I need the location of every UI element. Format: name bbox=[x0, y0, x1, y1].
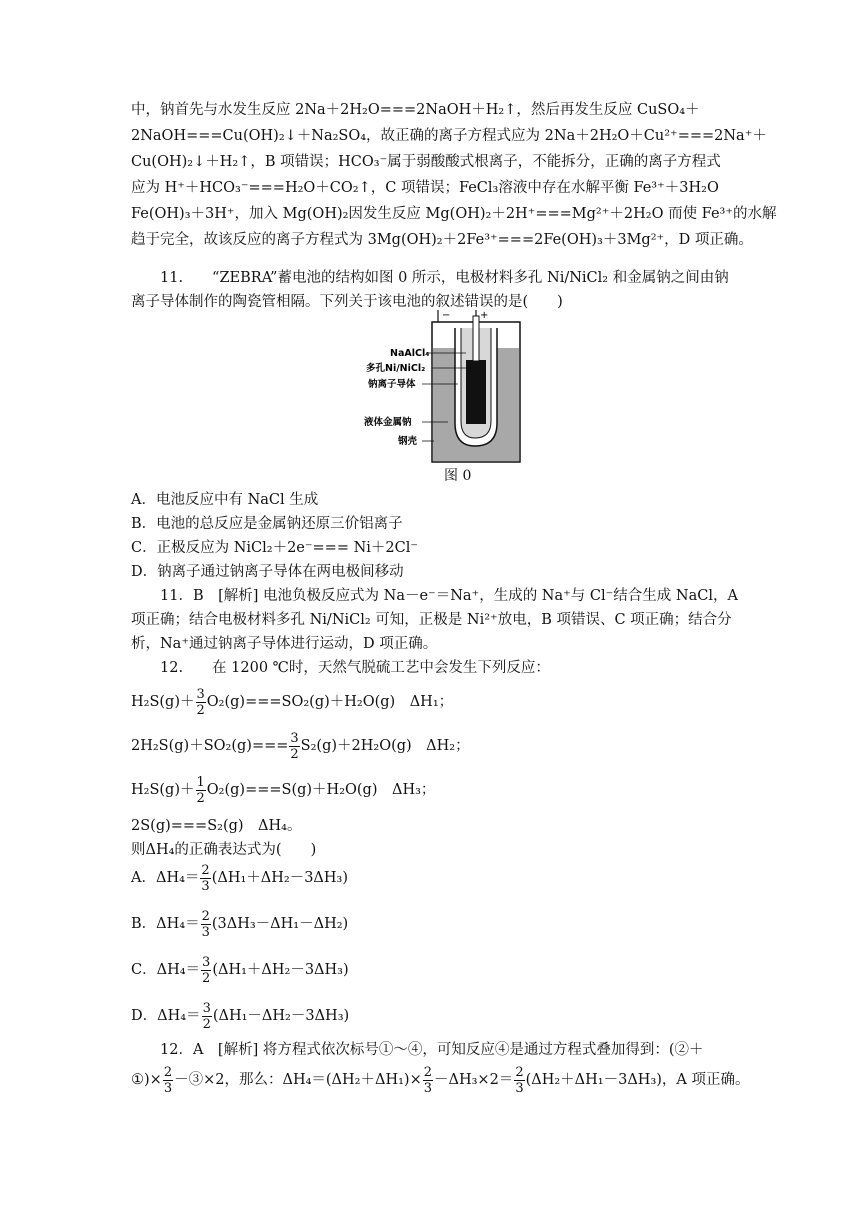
q11-option-d: D．钠离子通过钠离子导体在两电极间移动 bbox=[131, 564, 404, 580]
q12-option-c: C．ΔH₄＝ $\frac{3}{2}$ (ΔH₁＋ΔH₂－3ΔH₃) bbox=[131, 954, 349, 986]
text-line: 应为 H⁺＋HCO₃⁻===H₂O＋CO₂↑，C 项错误；FeCl₃溶液中存在水解平衡 Fe³⁺＋3H₂O bbox=[131, 180, 719, 196]
q12-equation-2: 2H₂S(g)＋SO₂(g)=== $\frac{3}{2}$ S₂(g)＋2H₂O(g) ΔH₂； bbox=[131, 730, 470, 762]
battery-diagram bbox=[362, 308, 532, 467]
minus-sign: − bbox=[442, 310, 451, 321]
q12-option-b: B．ΔH₄＝ $\frac{2}{3}$ (3ΔH₃－ΔH₁－ΔH₂) bbox=[131, 908, 349, 940]
q11-answer: 项正确；结合电极材料多孔 Ni/NiCl₂ 可知，正极是 Ni²⁺放电，B 项错误、C 项正确；结合分 bbox=[131, 612, 732, 628]
q12-option-d: D．ΔH₄＝ $\frac{3}{2}$ (ΔH₁－ΔH₂－3ΔH₃) bbox=[131, 1000, 350, 1032]
q11-stem: 离子导体制作的陶瓷管相隔。下列关于该电池的叙述错误的是( ) bbox=[131, 294, 563, 310]
q11-option-b: B．电池的总反应是金属钠还原三价铝离子 bbox=[131, 516, 403, 532]
q12-equation-3: H₂S(g)＋ $\frac{1}{2}$ O₂(g)===S(g)＋H₂O(g) ΔH₃； bbox=[131, 774, 436, 806]
text-line: 2NaOH===Cu(OH)₂↓＋Na₂SO₄，故正确的离子方程式应为 2Na＋2H₂O＋Cu²⁺===2Na⁺＋ bbox=[131, 128, 767, 144]
q12-equation-4: 2S(g)===S₂(g) ΔH₄。 bbox=[131, 818, 302, 834]
positive-collector bbox=[473, 316, 479, 361]
label-porous-ni: 多孔Ni/NiCl₂ bbox=[366, 363, 426, 374]
q12-stem: 12. 在 1200 ℃时，天然气脱硫工艺中会发生下列反应： bbox=[160, 660, 550, 676]
q11-answer: 11．B [解析] 电池负极反应式为 Na－e⁻＝Na⁺，生成的 Na⁺与 Cl⁻结合生成 NaCl，A bbox=[160, 588, 738, 604]
zebra-battery-figure bbox=[362, 308, 532, 463]
label-naalcl4: NaAlCl₄ bbox=[390, 348, 430, 359]
q11-stem: 11. “ZEBRA”蓄电池的结构如图 0 所示，电极材料多孔 Ni/NiCl₂ 和金属钠之间由钠 bbox=[160, 270, 729, 286]
q12-option-a: A．ΔH₄＝ $\frac{2}{3}$ (ΔH₁＋ΔH₂－3ΔH₃) bbox=[131, 862, 349, 894]
q12-answer: ①)× $\frac{2}{3}$ －③×2，那么：ΔH₄＝(ΔH₂＋ΔH₁)× $\frac{2}{3}$ －ΔH₃×2＝ $\frac{2}{3}$ (ΔH₂＋ΔH₁－3ΔH₃)，A 项正确。 bbox=[131, 1064, 750, 1096]
q11-option-a: A．电池反应中有 NaCl 生成 bbox=[131, 492, 319, 508]
q11-answer: 析，Na⁺通过钠离子导体进行运动，D 项正确。 bbox=[131, 636, 438, 652]
text-line: 中，钠首先与水发生反应 2Na＋2H₂O===2NaOH＋H₂↑，然后再发生反应 CuSO₄＋ bbox=[131, 102, 700, 118]
q12-answer: 12．A [解析] 将方程式依次标号①～④，可知反应④是通过方程式叠加得到：(②＋ bbox=[160, 1042, 704, 1058]
figure-caption: 图 0 bbox=[444, 468, 472, 484]
q12-question: 则ΔH₄的正确表达式为( ) bbox=[131, 842, 317, 858]
label-steel-shell: 钢壳 bbox=[398, 436, 418, 447]
text-line: Fe(OH)₃＋3H⁺，加入 Mg(OH)₂因发生反应 Mg(OH)₂＋2H⁺===Mg²⁺＋2H₂O 而使 Fe³⁺的水解 bbox=[131, 206, 777, 222]
porous-ni-nicl2 bbox=[466, 360, 486, 424]
q11-option-c: C．正极反应为 NiCl₂＋2e⁻=== Ni＋2Cl⁻ bbox=[131, 540, 419, 556]
plus-sign: + bbox=[480, 310, 489, 321]
label-liquid-sodium: 液体金属钠 bbox=[364, 417, 412, 428]
label-na-ion-conductor: 钠离子导体 bbox=[368, 379, 416, 390]
text-line: 趋于完全，故该反应的离子方程式为 3Mg(OH)₂＋2Fe³⁺===2Fe(OH)₃＋3Mg²⁺，D 项正确。 bbox=[131, 232, 753, 248]
q12-equation-1: H₂S(g)＋ $\frac{3}{2}$ O₂(g)===SO₂(g)＋H₂O(g) ΔH₁； bbox=[131, 686, 454, 718]
text-line: Cu(OH)₂↓＋H₂↑，B 项错误；HCO₃⁻属于弱酸酸式根离子，不能拆分，正确的离子方程式 bbox=[131, 154, 721, 170]
